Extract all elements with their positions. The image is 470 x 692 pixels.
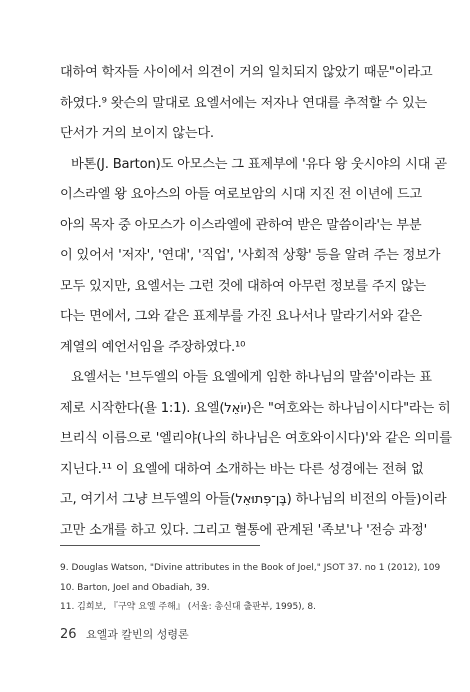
body-line: 지닌다.¹¹ 이 요엘에 대하여 소개하는 바는 다른 성경에는 전혀 없 — [60, 461, 424, 477]
body-line: 이 있어서 '저자', '연대', '직업', '사회적 상황' 등을 알려 주는 정보가 — [60, 248, 441, 263]
body-line: 고, 여기서 그냥 브두엘의 아들(בֶּן־פְּתוּאֵל) 하나님의 비전의 아들)이라 — [60, 492, 447, 507]
page-number: 26 — [60, 627, 77, 642]
footnote-divider — [60, 545, 260, 546]
running-title: 요엘과 칼빈의 성령론 — [86, 628, 189, 641]
footnote-11: 11. 김희보, 『구약 요엘 주해』 (서울: 총신대 출판부, 1995), 8. — [60, 602, 316, 612]
body-line: 단서가 거의 보이지 않는다. — [60, 126, 214, 141]
body-line: 브리식 이름으로 '엘리야(나의 하나님은 여호와이시다)'와 같은 의미를 — [60, 431, 452, 446]
body-line: 계열의 예언서임을 주장하였다.¹⁰ — [60, 339, 246, 355]
body-line: 이스라엘 왕 요아스의 아들 여로보암의 시대 지진 전 이년에 드고 — [60, 187, 422, 202]
footnote-10: 10. Barton, Joel and Obadiah, 39. — [60, 582, 210, 593]
body-line: 고만 소개를 하고 있다. 그리고 혈통에 관계된 '족보'나 '전승 과정' — [60, 522, 428, 538]
body-line: 요엘서는 '브두엘의 아들 요엘에게 임한 하나님의 말씀'이라는 표 — [71, 370, 432, 385]
body-line: 모두 있지만, 요엘서는 그런 것에 대하여 아무런 정보를 주지 않는 — [60, 278, 426, 294]
footnotes — [60, 559, 441, 618]
body-line: 제로 시작한다(욜 1:1). 요엘(יוֹאֵל)은 "여호와는 하나님이시다"라는 히 — [60, 400, 451, 416]
body-line: 대하여 학자들 사이에서 의견이 거의 일치되지 않았기 때문"이라고 — [60, 65, 433, 80]
body-line: 하였다.⁹ 왓슨의 말대로 요엘서에는 저자나 연대를 추적할 수 있는 — [60, 95, 428, 111]
body-line: 바톤(J. Barton)도 아모스는 그 표제부에 '유다 왕 웃시야의 시대 곧 — [71, 156, 447, 172]
body-line: 다는 면에서, 그와 같은 표제부를 가진 요나서나 말라기서와 같은 — [60, 309, 422, 324]
body-line: 아의 목자 중 아모스가 이스라엘에 관하여 받은 말씀이라'는 부분 — [60, 217, 422, 233]
footnote-9: 9. Douglas Watson, "Divine attributes in the Book of Joel," JSOT 37. no 1 (2012), 109 — [60, 563, 441, 573]
body-text — [60, 58, 452, 546]
page-footer — [60, 626, 189, 642]
